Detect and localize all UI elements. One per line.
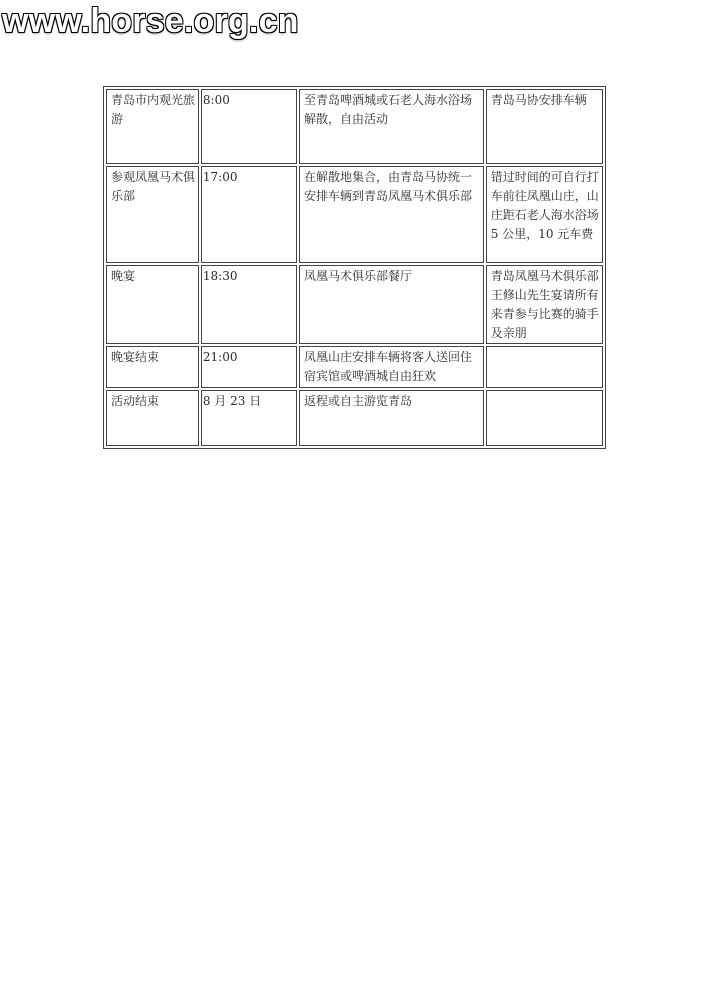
event-cell: 青岛市内观光旅游 (106, 89, 199, 164)
time-cell: 8:00 (201, 89, 297, 164)
event-cell: 活动结束 (106, 390, 199, 446)
time-cell: 8 月 23 日 (201, 390, 297, 446)
schedule-table (103, 86, 606, 449)
note-cell: 青岛马协安排车辆 (486, 89, 603, 164)
table-row (106, 346, 603, 388)
site-watermark: www.horse.org.cn (2, 2, 299, 40)
event-cell: 参观凤凰马术俱乐部 (106, 166, 199, 263)
note-cell (486, 346, 603, 388)
note-cell (486, 390, 603, 446)
note-cell: 青岛凤凰马术俱乐部王修山先生宴请所有来青参与比赛的骑手及亲朋 (486, 265, 603, 344)
note-cell: 错过时间的可自行打车前往凤凰山庄，山庄距石老人海水浴场 5 公里，10 元车费 (486, 166, 603, 263)
event-cell: 晚宴结束 (106, 346, 199, 388)
place-cell: 至青岛啤酒城或石老人海水浴场解散，自由活动 (299, 89, 484, 164)
table-row (106, 89, 603, 164)
table-row (106, 390, 603, 446)
place-cell: 凤凰山庄安排车辆将客人送回住宿宾馆或啤酒城自由狂欢 (299, 346, 484, 388)
time-cell: 17:00 (201, 166, 297, 263)
time-cell: 21:00 (201, 346, 297, 388)
place-cell: 返程或自主游览青岛 (299, 390, 484, 446)
place-cell: 在解散地集合，由青岛马协统一安排车辆到青岛凤凰马术俱乐部 (299, 166, 484, 263)
place-cell: 凤凰马术俱乐部餐厅 (299, 265, 484, 344)
event-cell: 晚宴 (106, 265, 199, 344)
time-cell: 18:30 (201, 265, 297, 344)
table-row (106, 265, 603, 344)
table-row (106, 166, 603, 263)
